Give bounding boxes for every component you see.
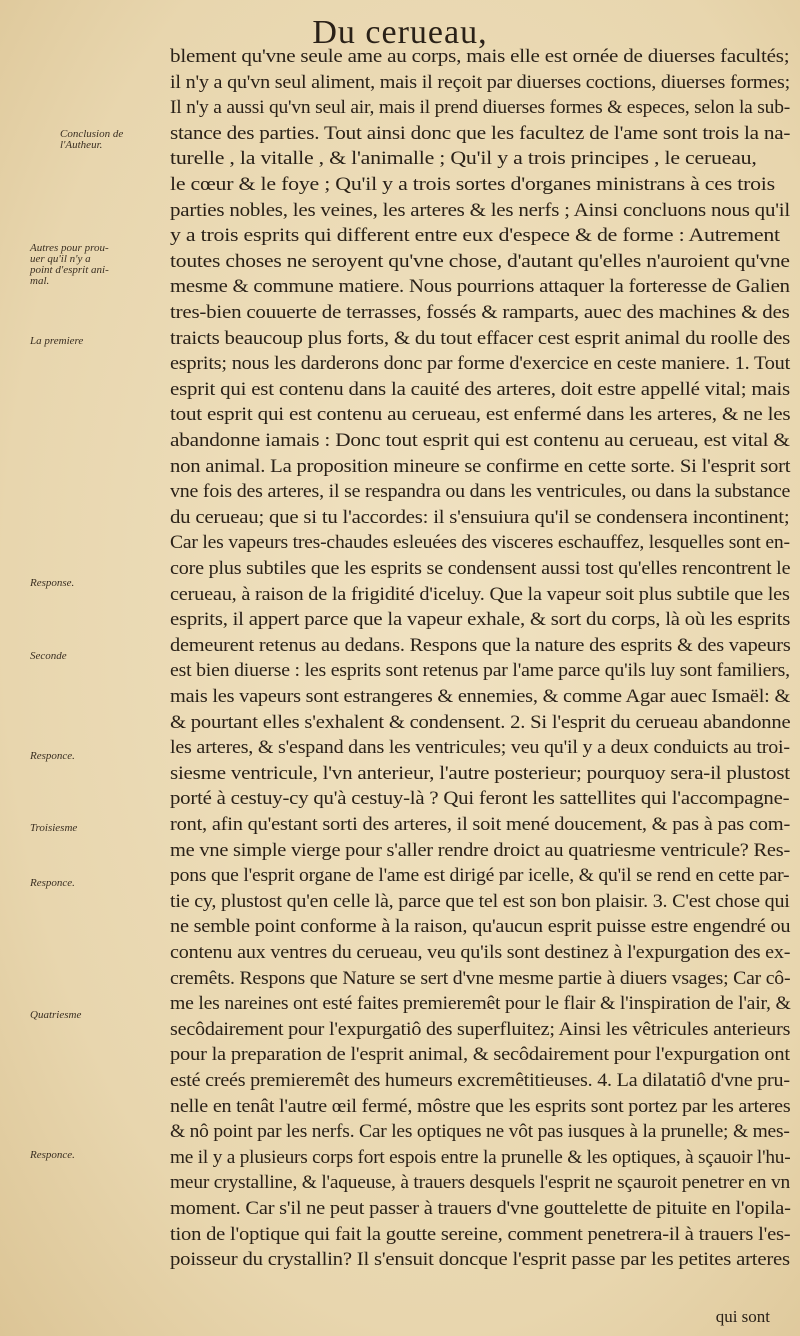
catchword: qui sont	[715, 1307, 770, 1326]
text-line: siesme ventricule, l'vn anterieur, l'autre posterieur; pourquoy sera-il plustost	[170, 762, 790, 784]
margin-note-line: Responce.	[30, 750, 75, 762]
text-line: stance des parties. Tout ainsi donc que les facultez de l'ame sont trois la na-	[170, 122, 791, 144]
text-line: il n'y a qu'vn seul aliment, mais il reçoit par diuerses coctions, diuerses formes;	[170, 71, 791, 93]
text-line: vne fois des arteres, il se respandra ou dans les ventricules, ou dans la substance	[170, 481, 791, 503]
margin-note	[30, 1010, 81, 1021]
text-line: poisseur du crystallin? Il s'ensuit doncque l'esprit passe par les petites arteres	[170, 1249, 790, 1271]
text-line: du cerueau; que si tu l'accordes: il s'ensuiura qu'il se condensera incontinent;	[170, 506, 790, 528]
margin-note-line: Response.	[30, 577, 75, 589]
margin-note	[60, 129, 123, 151]
text-line: pons que l'esprit organe de l'ame est dirigé par icelle, & qu'il se rend en cette par-	[170, 865, 790, 887]
text-line: ne semble point conforme à la raison, qu'aucun esprit puisse estre engendré ou	[170, 916, 791, 938]
margin-note-line: point d'esprit ani-	[30, 264, 109, 276]
margin-note-line: La premiere	[30, 335, 84, 347]
text-line: toutes choses ne seroyent qu'vne chose, d'autant qu'elles n'auroient qu'vne	[170, 250, 790, 272]
margin-note-line: Responce.	[30, 877, 75, 889]
text-line: moment. Car s'il ne peut passer à trauers d'vne gouttelette de pituite en l'opila-	[170, 1198, 791, 1219]
margin-note-line: Autres pour prou-	[30, 242, 109, 254]
text-line: mesme & commune matiere. Nous pourrions attaquer la forteresse de Galien	[170, 276, 790, 298]
text-line: porté à cestuy-cy qu'à cestuy-là ? Qui feront les sattellites qui l'accompagne-	[170, 788, 790, 810]
margin-note	[30, 1150, 75, 1161]
text-line: tres-bien couuerte de terrasses, fossés & ramparts, auec des machines & des	[170, 302, 790, 323]
margin-note	[30, 751, 75, 762]
text-line: cerueau, à raison de la frigidité d'iceluy. Que la vapeur soit plus subtile que les	[170, 583, 790, 605]
text-line: & nô point par les nerfs. Car les optiques ne vôt pas iusques à la prunelle; & mes-	[170, 1121, 790, 1143]
text-line: esté creés premieremêt des humeurs excremêtitieuses. 4. La dilatatiô d'vne pru-	[170, 1070, 790, 1091]
running-header: Du cerueau,	[312, 14, 488, 51]
margin-note-line: Conclusion de	[60, 128, 124, 140]
margin-note	[30, 336, 83, 347]
text-line: est bien diuerse : les esprits sont retenus par l'ame parce qu'ils luy sont familiers,	[170, 660, 790, 682]
text-line: y a trois esprits qui different entre eux d'espece & de forme : Autrement	[170, 225, 780, 247]
text-line: le cœur & le foye ; Qu'il y a trois sortes d'organes ministrans à ces trois	[170, 174, 775, 195]
text-line: mais les vapeurs sont estrangeres & ennemies, & comme Agar auec Ismaël: &	[170, 686, 791, 707]
text-line: blement qu'vne seule ame au corps, mais elle est ornée de diuerses facultés;	[170, 46, 790, 67]
text-line: contenu aux ventres du cerueau, veu qu'ils sont destinez à l'expurgation des ex-	[170, 942, 791, 963]
margin-note	[30, 243, 109, 287]
margin-note	[30, 878, 75, 889]
text-line: non animal. La proposition mineure se confirme en cette sorte. Si l'esprit sort	[170, 455, 791, 477]
margin-note-line: Quatriesme	[30, 1009, 82, 1021]
text-line: esprits, il appert parce que la vapeur exhale, & sort du corps, là où les esprits	[170, 609, 791, 631]
text-line: cremêts. Respons que Nature se sert d'vne mesme partie à diuers vsages; Car cô-	[170, 967, 791, 989]
text-line: pour la preparation de l'esprit animal, & secôdairement pour l'expurgation ont	[170, 1044, 790, 1066]
margin-note-line: mal.	[30, 275, 50, 287]
text-line: me vne simple vierge pour s'aller rendre droict au quatriesme ventricule? Res-	[170, 839, 791, 861]
text-line: secôdairement pour l'expurgatiô des superfluitez; Ainsi les vêtricules anterieurs	[170, 1018, 791, 1040]
text-line: nelle en tenât l'autre œil fermé, môstre que les esprits sont portez par les arteres	[170, 1095, 791, 1117]
text-line: me les nareines ont esté faites premieremêt pour le flair & l'inspiration de l'air, &	[170, 993, 791, 1015]
text-line: tie cy, plustost qu'en celle là, parce que tel est son bon plaisir. 3. C'est chose qui	[170, 890, 790, 912]
margin-note-line: Seconde	[30, 650, 67, 662]
text-line: tion de l'optique qui fait la goutte sereine, comment penetrera-il à trauers l'es-	[170, 1223, 791, 1245]
text-line: parties nobles, les veines, les arteres & les nerfs ; Ainsi concluons nous qu'il	[170, 199, 790, 221]
text-line: Il n'y a aussi qu'vn seul air, mais il prend diuerses formes & especes, selon la sub-	[170, 97, 791, 119]
text-line: Car les vapeurs tres-chaudes esleuées des visceres eschauffez, lesquelles sont en-	[170, 532, 790, 554]
margin-note-line: uer qu'il n'y a	[30, 253, 91, 265]
text-line: & pourtant elles s'exhalent & condensent. 2. Si l'esprit du cerueau abandonne	[170, 711, 791, 733]
margin-note-line: Responce.	[30, 1149, 75, 1161]
text-line: traicts beaucoup plus forts, & du tout effacer cest esprit animal du roolle des	[170, 327, 791, 349]
margin-note	[30, 578, 74, 589]
margin-notes	[0, 0, 170, 1336]
text-line: ront, afin qu'estant sorti des arteres, il soit mené doucement, & pas à pas com-	[170, 814, 791, 835]
margin-note	[30, 823, 77, 834]
text-line: demeurent retenus au dedans. Respons que la nature des esprits & des vapeurs	[170, 634, 791, 656]
text-line: meur crystalline, & l'aqueuse, à trauers desquels l'esprit ne sçauroit penetrer en vn	[170, 1172, 791, 1194]
margin-note-line: l'Autheur.	[60, 139, 103, 151]
text-line: core plus subtiles que les esprits se condensent aussi tost qu'elles rencontrent le	[170, 558, 791, 579]
text-line: esprit qui est contenu dans la cauité des arteres, doit estre appellé vital; mais	[170, 378, 790, 400]
text-line: turelle , la vitalle , & l'animalle ; Qu'il y a trois principes , le cerueau,	[170, 148, 757, 170]
text-line: esprits; nous les darderons donc par forme d'exercice en ceste maniere. 1. Tout	[170, 353, 790, 375]
margin-note-line: Troisiesme	[30, 822, 78, 834]
text-line: les arteres, & s'espand dans les ventricules; veu qu'il y a deux conduicts au troi-	[170, 737, 790, 759]
text-line: tout esprit qui est contenu au cerueau, est enfermé dans les arteres, & ne les	[170, 404, 791, 426]
text-line: abandonne iamais : Donc tout esprit qui est contenu au cerueau, est vital &	[170, 430, 790, 451]
text-line: me il y a plusieurs corps fort espois entre la prunelle & les optiques, à sçauoir l'hu-	[170, 1146, 791, 1168]
margin-note	[30, 651, 67, 662]
